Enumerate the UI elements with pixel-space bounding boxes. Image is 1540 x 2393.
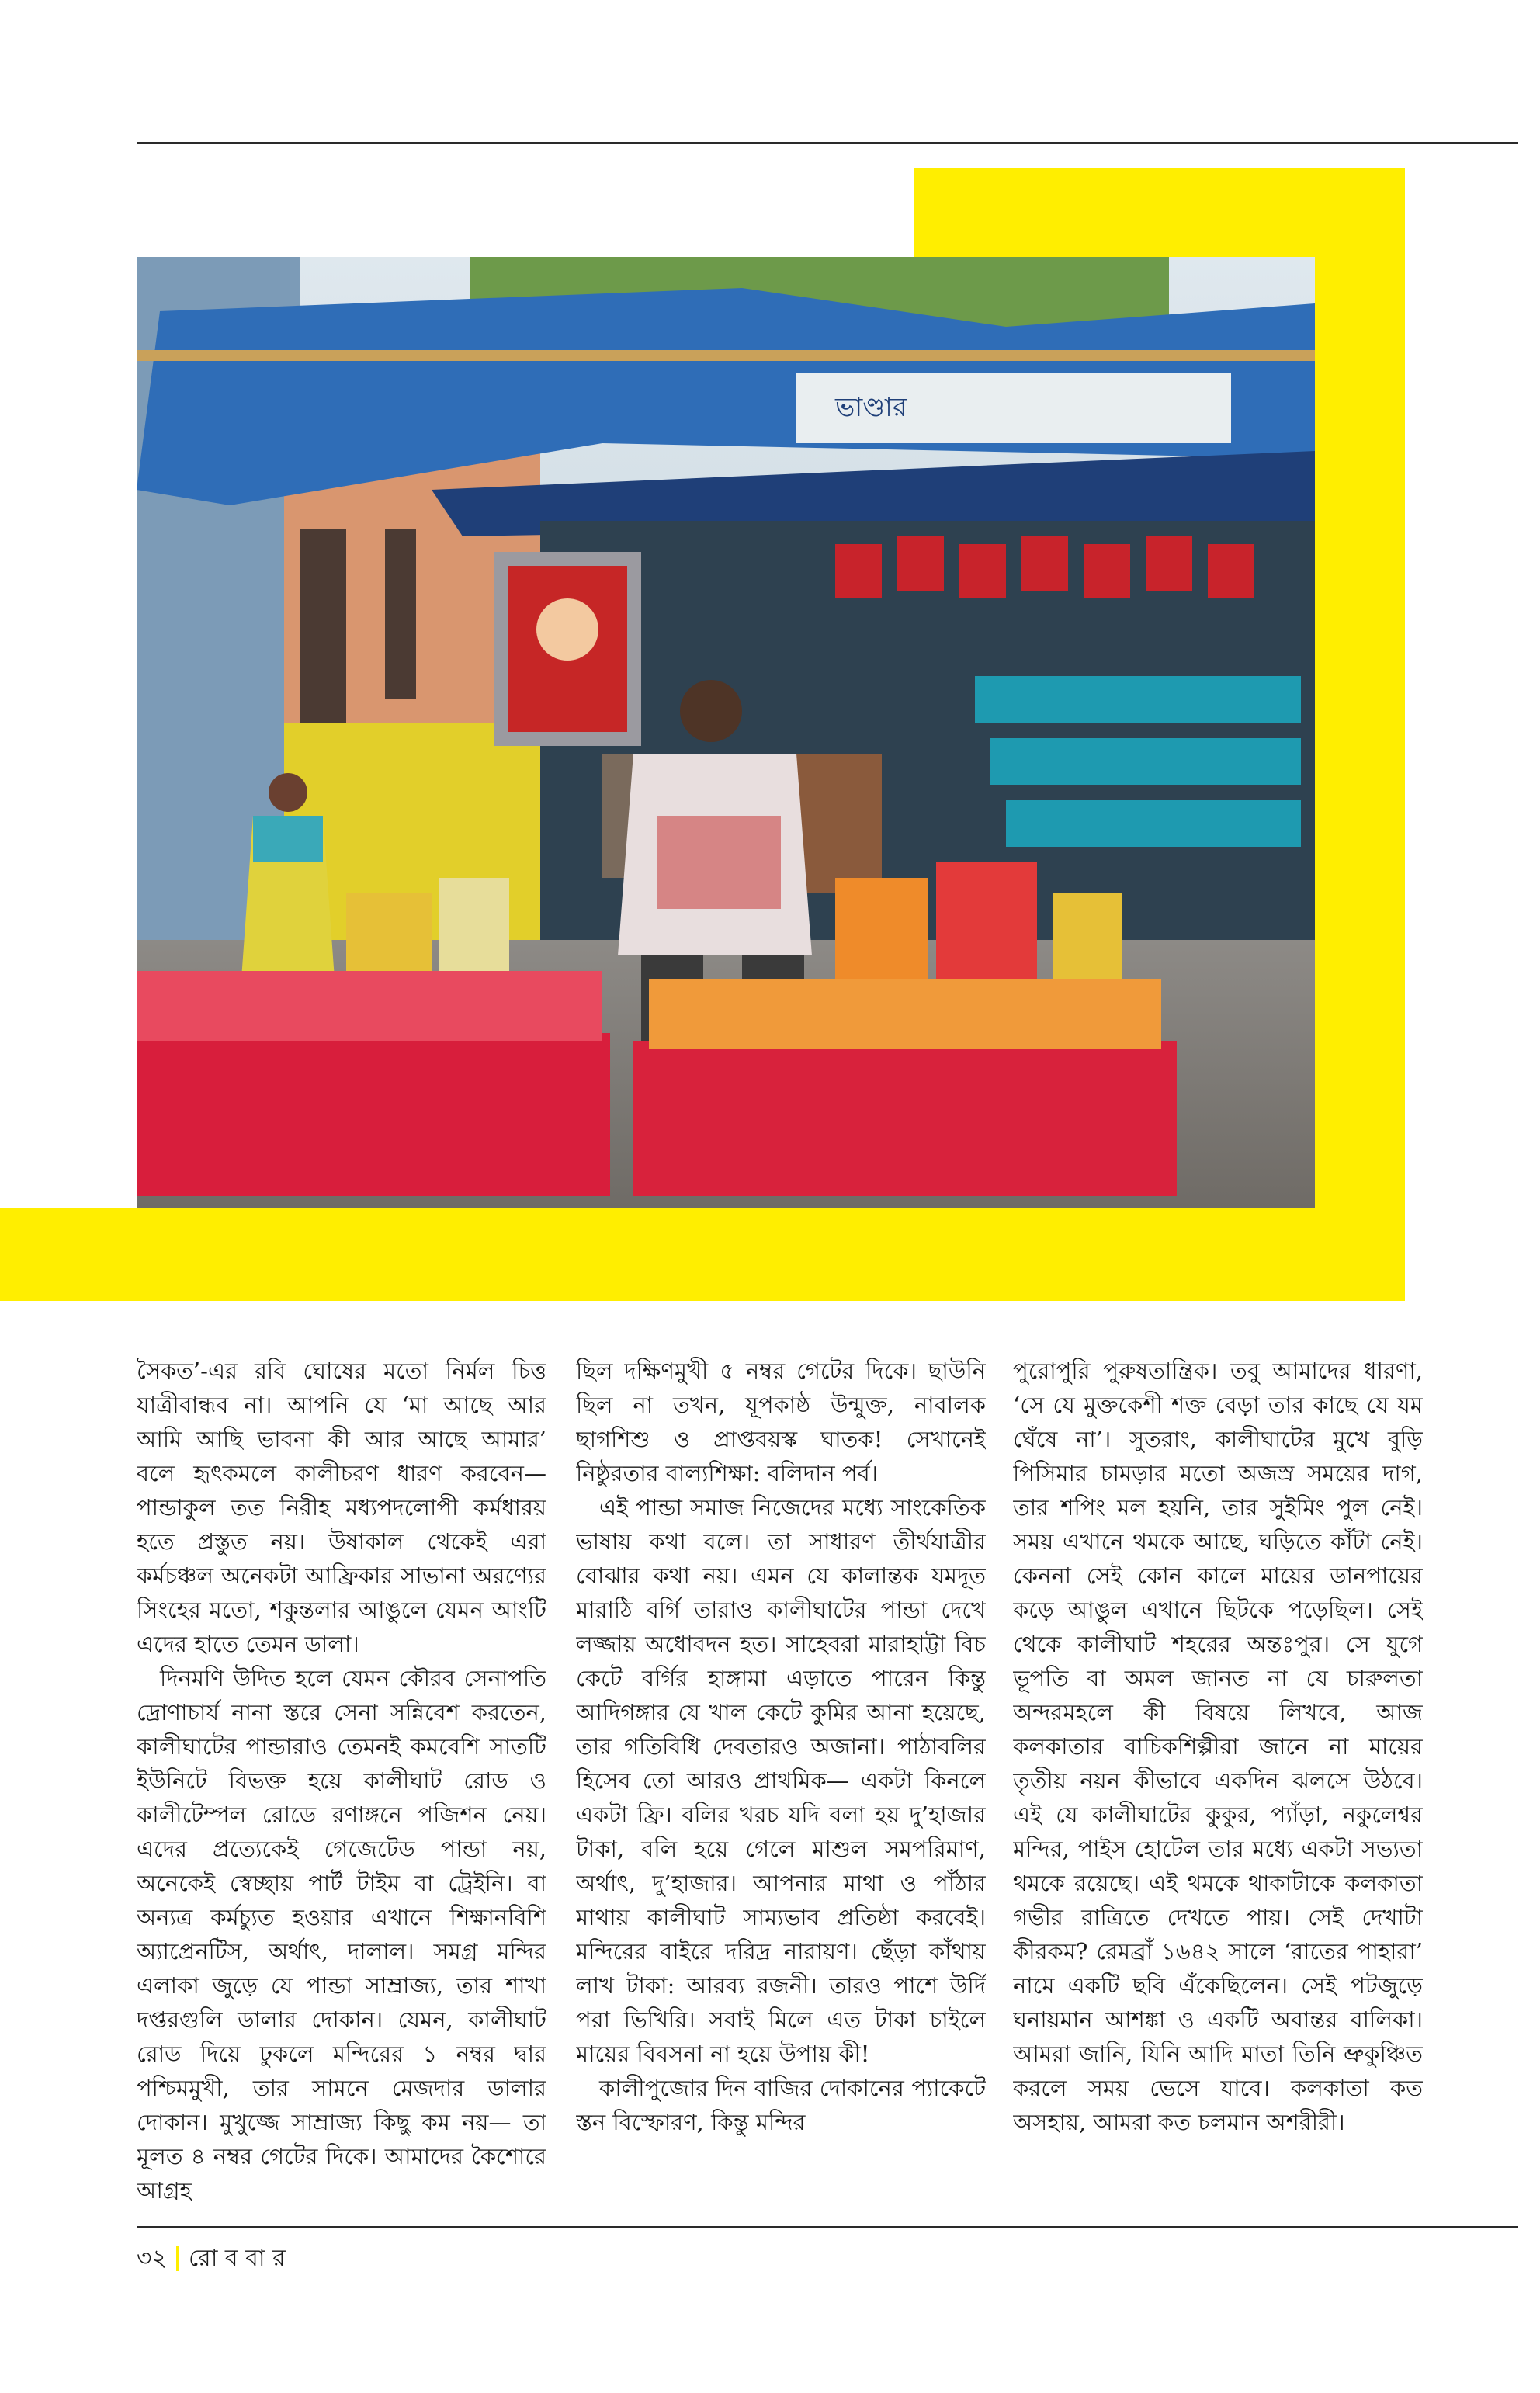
magazine-name: রো ব বা র <box>189 2245 286 2272</box>
text-column-1 <box>137 1354 546 2209</box>
street-market-photo <box>137 257 1315 1208</box>
shop-sign-text: ভাণ্ডার <box>835 392 907 423</box>
shelf-goods <box>975 676 1301 847</box>
top-rule <box>137 142 1518 144</box>
paragraph: ছিল দক্ষিণমুখী ৫ নম্বর গেটের দিকে। ছাউনি ছিল না তখন, যূপকাষ্ঠ উন্মুক্ত, নাবালক ছাগশিশু ও প্রাপ্তবয়স্ক ঘাতক! সেখানেই নিষ্ঠুরতার বাল্যশিক্ষা: বলিদান পর্ব। <box>576 1358 986 1486</box>
paragraph: এই পান্ডা সমাজ নিজেদের মধ্যে সাংকেতিক ভাষায় কথা বলে। তা সাধারণ তীর্থযাত্রীর বোঝার কথা নয়। এমন যে কালান্তক যমদূত মারাঠি বর্গি তারাও কালীঘাটের পান্ডা দেখে লজ্জায় অধোবদন হত। সাহেবরা মারাহাট্টা বিচ কেটে বর্গির হাঙ্গামা এড়াতে পারেন কিন্তু আদিগঙ্গার যে খাল কেটে কুমির আনা হয়েছে, তার গতিবিধি দেবতারও অজানা। পাঠাবলির হিসেব তো আরও প্রাথমিক— একটা কিনলে একটা ফ্রি। বলির খরচ যদি বলা হয় দু’হাজার টাকা, বলি হয়ে গেলে মাশুল সমপরিমাণ, অর্থাৎ, দু’হাজার। আপনার মাথা ও পাঁঠার মাথায় কালীঘাট সাম্যভাব প্রতিষ্ঠা করবেই। মন্দিরের বাইরে দরিদ্র নারায়ণ। ছেঁড়া কাঁথায় লাখ টাকা: আরব্য রজনী। তারও পাশে উর্দি পরা ভিখিরি। সবাই মিলে এত টাকা চাইলে মায়ের বিবসনা না হয়ে উপায় কী! <box>576 1494 986 2067</box>
paragraph: দিনমণি উদিত হলে যেমন কৌরব সেনাপতি দ্রোণাচার্য নানা স্তরে সেনা সন্নিবেশ করতেন, কালীঘাটের পান্ডারাও তেমনই কমবেশি সাতটি ইউনিটে বিভক্ত হয়ে কালীঘাট রোড ও কালীটেম্পল রোডে রণাঙ্গনে পজিশন নেয়। এদের প্রত্যেকেই গেজেটেড পান্ডা নয়, অনেকেই স্বেচ্ছায় পার্ট টাইম বা ট্রেইনি। বা অন্যত্র কর্মচ্যুত হওয়ার এখানে শিক্ষানবিশি অ্যাপ্রেনটিস, অর্থাৎ, দালাল। সমগ্র মন্দির এলাকা জুড়ে যে পান্ডা সাম্রাজ্য, তার শাখা দপ্তরগুলি ডালার দোকান। যেমন, কালীঘাট রোড দিয়ে ঢুকলে মন্দিরের ১ নম্বর দ্বার পশ্চিমমুখী, তার সামনে মেজদার ডালার দোকান। মুখুজ্জে সাম্রাজ্য কিছু কম নয়— তা মূলত ৪ নম্বর গেটের দিকে। আমাদের কৈশোরে আগ্রহ <box>137 1665 546 2204</box>
paragraph: কালীপুজোর দিন বাজির দোকানের প্যাকেটে স্তন বিস্ফোরণ, কিন্তু মন্দির <box>576 2075 986 2135</box>
photo-illustration <box>137 257 1315 1208</box>
yellow-frame-bottom <box>0 1208 1405 1301</box>
page-footer <box>137 2235 286 2282</box>
footer-divider <box>176 2246 179 2271</box>
text-column-2 <box>576 1354 986 2209</box>
paragraph: পুরোপুরি পুরুষতান্ত্রিক। তবু আমাদের ধারণা, ‘সে যে মুক্তকেশী শক্ত বেড়া তার কাছে যে যম ঘেঁষে না’। সুতরাং, কালীঘাটের মুখে বুড়ি পিসিমার চামড়ার মতো অজস্র সময়ের দাগ, তার শপিং মল হয়নি, তার সুইমিং পুল নেই। সময় এখানে থমকে আছে, ঘড়িতে কাঁটা নেই। কেননা সেই কোন কালে মায়ের ডানপায়ের কড়ে আঙুল এখানে ছিটকে পড়েছিল। সেই থেকে কালীঘাট শহরের অন্তঃপুর। সে যুগে ভূপতি বা অমল জানত না যে চারুলতা অন্দরমহলে কী বিষয়ে লিখবে, আজ কলকাতার বাচিকশিল্পীরা জানে না মায়ের তৃতীয় নয়ন কীভাবে একদিন ঝলসে উঠবে। এই যে কালীঘাটের কুকুর, প্যাঁড়া, নকুলেশ্বর মন্দির, পাইস হোটেল তার মধ্যে একটা সভ্যতা থমকে রয়েছে। এই থমকে থাকাটাকে কলকাতা গভীর রাত্রিতে দেখতে পায়। সেই দেখাটা কীরকম? রেমব্রাঁ ১৬৪২ সালে ‘রাতের পাহারা’ নামে একটি ছবি এঁকেছিলেন। সেই পটজুড়ে ঘনায়মান আশঙ্কা ও একটি অবান্তর বালিকা। আমরা জানি, যিনি আদি মাতা তিনি ভ্রুকুঞ্চিত করলে সময় ভেসে যাবে। কলকাতা কত অসহায়, আমরা কত চলমান অশরীরী। <box>1013 1358 1423 2135</box>
hanging-idols <box>835 536 1254 598</box>
bamboo-pole <box>137 350 1315 361</box>
bottom-rule <box>137 2226 1518 2228</box>
page-number: ৩২ <box>137 2245 168 2272</box>
text-column-3 <box>1013 1354 1423 2209</box>
paragraph: সৈকত’-এর রবি ঘোষের মতো নির্মল চিত্ত যাত্রীবান্ধব না। আপনি যে ‘মা আছে আর আমি আছি ভাবনা কী আর আছে আমার’ বলে হৃৎকমলে কালীচরণ ধারণ করবেন— পান্ডাকুল তত নিরীহ মধ্যপদলোপী কর্মধারয় হতে প্রস্তুত নয়। উষাকাল থেকেই এরা কর্মচঞ্চল অনেকটা আফ্রিকার সাভানা অরণ্যের সিংহের মতো, শকুন্তলার আঙুলে যেমন আংটি এদের হাতে তেমন ডালা। <box>137 1358 546 1657</box>
yellow-frame-right <box>1315 168 1405 1301</box>
